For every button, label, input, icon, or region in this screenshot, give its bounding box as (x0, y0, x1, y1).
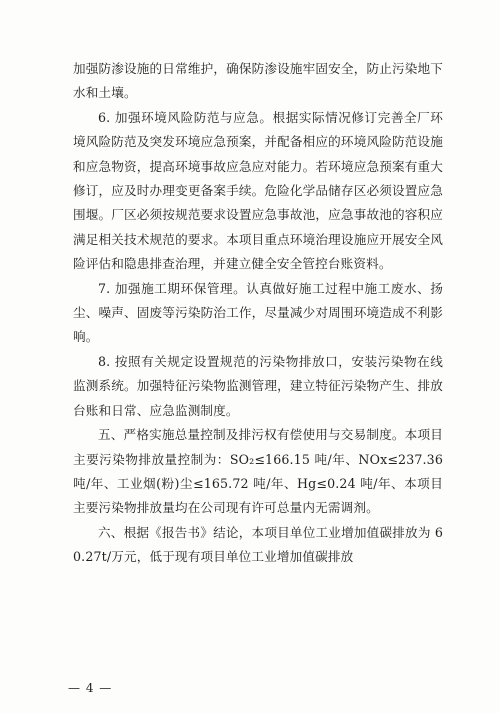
paragraph-continuation: 加强防渗设施的日常维护，确保防渗设施牢固安全，防止污染地下水和土壤。 (73, 61, 443, 101)
paragraph-section-5: 五、严格实施总量控制及排污权有偿使用与交易制度。本项目主要污染物排放量控制为：SO₂≤166.15 吨/年、NOx≤237.36 吨/年、工业烟(粉)尘≤165.72 吨/年、Hg≤0.24 吨/年、本项目主要污染物排放量均在公司现有许可总量内无需调剂。 (73, 427, 443, 516)
paragraph-item-7: 7. 加强施工期环保管理。认真做好施工过程中施工废水、扬尘、噪声、固废等污染防治工作，尽量减少对周围环境造成不利影响。 (73, 280, 443, 345)
body-text (73, 57, 443, 570)
paragraph-section-6: 六、根据《报告书》结论，本项目单位工业增加值碳排放为 60.27t/万元，低于现有项目单位工业增加值碳排放 (73, 524, 443, 565)
page-number: — 4 — (68, 681, 113, 695)
paragraph-item-6: 6. 加强环境风险防范与应急。根据实际情况修订完善全厂环境风险防范及突发环境应急预案，并配备相应的环境风险防范设施和应急物资，提高环境事故应急应对能力。若环境应急预案有重大修订，应及时办理变更备案手续。危险化学品储存区必须设置应急围堰。厂区必须按规范要求设置应急事故池，应急事故池的容积应满足相关技术规范的要求。本项目重点环境治理设施应开展安全风险评估和隐患排查治理，并建立健全安全管控台账资料。 (73, 109, 443, 272)
paragraph-item-8: 8. 按照有关规定设置规范的污染物排放口，安装污染物在线监测系统。加强特征污染物监测管理，建立特征污染物产生、排放台账和日常、应急监测制度。 (73, 353, 443, 418)
